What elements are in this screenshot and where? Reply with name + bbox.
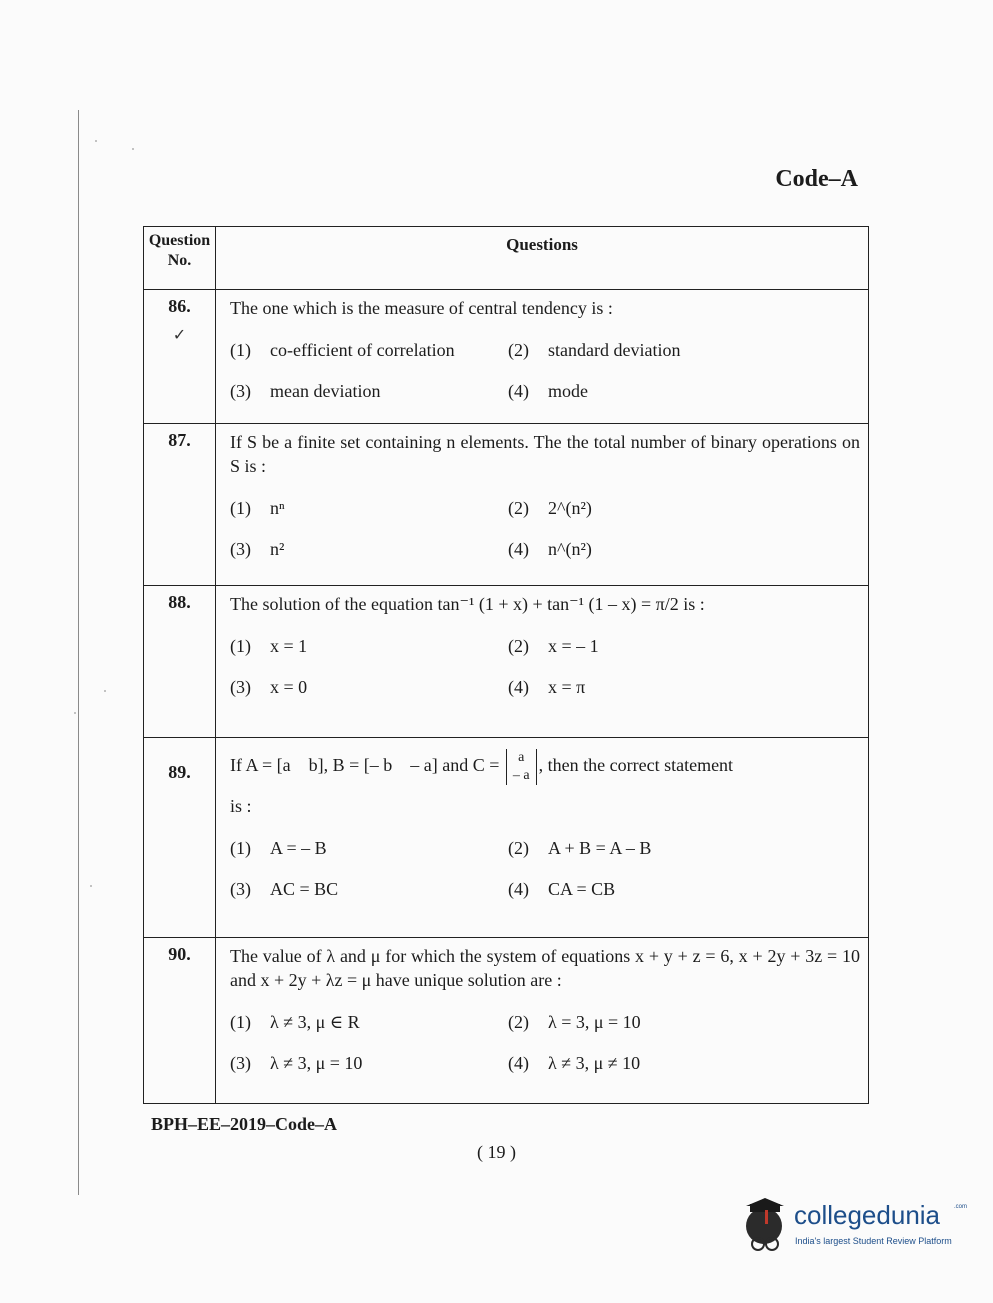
options-grid	[230, 498, 860, 560]
question-text: If S be a finite set containing n elements. The the total number of binary operations on S is :	[230, 432, 860, 476]
option-text: CA = CB	[548, 879, 616, 899]
option	[230, 636, 508, 657]
option-number: (1)	[230, 340, 251, 360]
option-number: (4)	[508, 879, 529, 899]
question-text: The one which is the measure of central tendency is :	[230, 298, 613, 318]
question-text-part: , then the correct statement	[538, 755, 734, 775]
question-text: The solution of the equation tan⁻¹ (1 + x) + tan⁻¹ (1 – x) = π/2 is :	[230, 594, 705, 614]
logo-tagline: India's largest Student Review Platform	[795, 1236, 952, 1246]
question-row	[144, 424, 869, 586]
question-row	[144, 738, 869, 938]
question-number: 87.	[168, 430, 191, 450]
option	[508, 498, 860, 519]
question-number-cell	[144, 938, 216, 1104]
footer-paper-code: BPH–EE–2019–Code–A	[151, 1114, 338, 1134]
option-number: (2)	[508, 838, 529, 858]
question-number-cell	[144, 586, 216, 738]
option-text: x = 0	[270, 677, 308, 697]
question-text-continued: is :	[230, 796, 252, 816]
option-text: x = π	[548, 677, 586, 697]
question-text-part: If A = [a b], B = [– b – a] and C =	[230, 755, 500, 775]
option	[508, 677, 860, 698]
option-text: n^(n²)	[548, 539, 592, 559]
question-row	[144, 290, 869, 424]
option-text: 2^(n²)	[548, 498, 592, 518]
option-text: co-efficient of correlation	[270, 340, 455, 360]
question-cell	[216, 738, 869, 938]
option	[230, 1012, 508, 1033]
collegedunia-logo	[736, 1196, 966, 1266]
option	[508, 1012, 860, 1033]
option	[508, 340, 860, 361]
option-number: (2)	[508, 498, 529, 518]
header-question-no: Question No.	[144, 227, 216, 290]
question-number: 90.	[168, 944, 191, 964]
option-text: λ = 3, μ = 10	[548, 1012, 641, 1032]
option	[508, 636, 860, 657]
logo-wordmark: collegedunia	[794, 1200, 941, 1230]
option	[230, 498, 508, 519]
option	[508, 539, 860, 560]
option-text: A = – B	[270, 838, 327, 858]
option	[230, 381, 508, 402]
option-text: x = – 1	[548, 636, 599, 656]
option	[508, 838, 860, 859]
option-number: (3)	[230, 539, 251, 559]
question-cell	[216, 938, 869, 1104]
paper-code: Code–A	[775, 166, 858, 192]
question-text: The value of λ and μ for which the system of equations x + y + z = 6, x + 2y + 3z = 10 and x + 2y + λz = μ have unique solution are :	[230, 946, 860, 990]
option-number: (3)	[230, 677, 251, 697]
tick-mark-icon: ✓	[172, 327, 187, 344]
scan-speck	[95, 140, 97, 142]
scan-margin-line	[78, 110, 79, 1195]
scan-speck	[74, 712, 76, 714]
matrix-entry: – a	[512, 767, 530, 783]
option-text: λ ≠ 3, μ ∈ R	[270, 1012, 360, 1032]
page-number: ( 19 )	[477, 1142, 516, 1162]
mascot-icon	[736, 1196, 796, 1260]
question-row	[144, 938, 869, 1104]
option-number: (2)	[508, 636, 529, 656]
option-text: n²	[270, 539, 285, 559]
option-text: A + B = A – B	[548, 838, 652, 858]
option	[230, 838, 508, 859]
scan-speck	[132, 148, 134, 150]
option-number: (1)	[230, 636, 251, 656]
question-text	[230, 744, 860, 786]
option	[230, 1053, 508, 1074]
question-cell	[216, 424, 869, 586]
question-number: 89.	[168, 762, 191, 782]
option-number: (1)	[230, 498, 251, 518]
option-text: λ ≠ 3, μ = 10	[270, 1053, 363, 1073]
option	[508, 381, 860, 402]
column-matrix-c	[506, 749, 537, 785]
option	[230, 340, 508, 361]
question-number-cell	[144, 738, 216, 938]
question-number: 88.	[168, 592, 191, 612]
question-number-cell	[144, 290, 216, 424]
option-text: mean deviation	[270, 381, 381, 401]
logo-suffix: .com	[954, 1204, 968, 1210]
option	[230, 677, 508, 698]
questions-table	[143, 226, 869, 1104]
option-text: x = 1	[270, 636, 308, 656]
option-number: (4)	[508, 539, 529, 559]
question-row	[144, 586, 869, 738]
option-text: nⁿ	[270, 498, 285, 518]
table-header-row	[144, 227, 869, 290]
option-number: (3)	[230, 381, 251, 401]
option-text: mode	[548, 381, 588, 401]
option-number: (1)	[230, 838, 251, 858]
option-text: standard deviation	[548, 340, 681, 360]
option-number: (4)	[508, 677, 529, 697]
scan-speck	[90, 885, 92, 887]
option-number: (2)	[508, 1012, 529, 1032]
option-number: (3)	[230, 879, 251, 899]
option	[508, 1053, 860, 1074]
option-number: (1)	[230, 1012, 251, 1032]
option-number: (4)	[508, 1053, 529, 1073]
options-grid	[230, 340, 860, 402]
option-text: AC = BC	[270, 879, 339, 899]
scan-speck	[104, 690, 106, 692]
question-cell	[216, 586, 869, 738]
option-text: λ ≠ 3, μ ≠ 10	[548, 1053, 641, 1073]
option	[508, 879, 860, 900]
option	[230, 879, 508, 900]
options-grid	[230, 1012, 860, 1074]
options-grid	[230, 838, 860, 900]
option-number: (2)	[508, 340, 529, 360]
options-grid	[230, 636, 860, 698]
question-number: 86.	[168, 296, 191, 316]
question-number-cell	[144, 424, 216, 586]
option-number: (4)	[508, 381, 529, 401]
matrix-entry: a	[518, 749, 525, 765]
option	[230, 539, 508, 560]
header-questions: Questions	[216, 227, 869, 290]
option-number: (3)	[230, 1053, 251, 1073]
question-cell	[216, 290, 869, 424]
